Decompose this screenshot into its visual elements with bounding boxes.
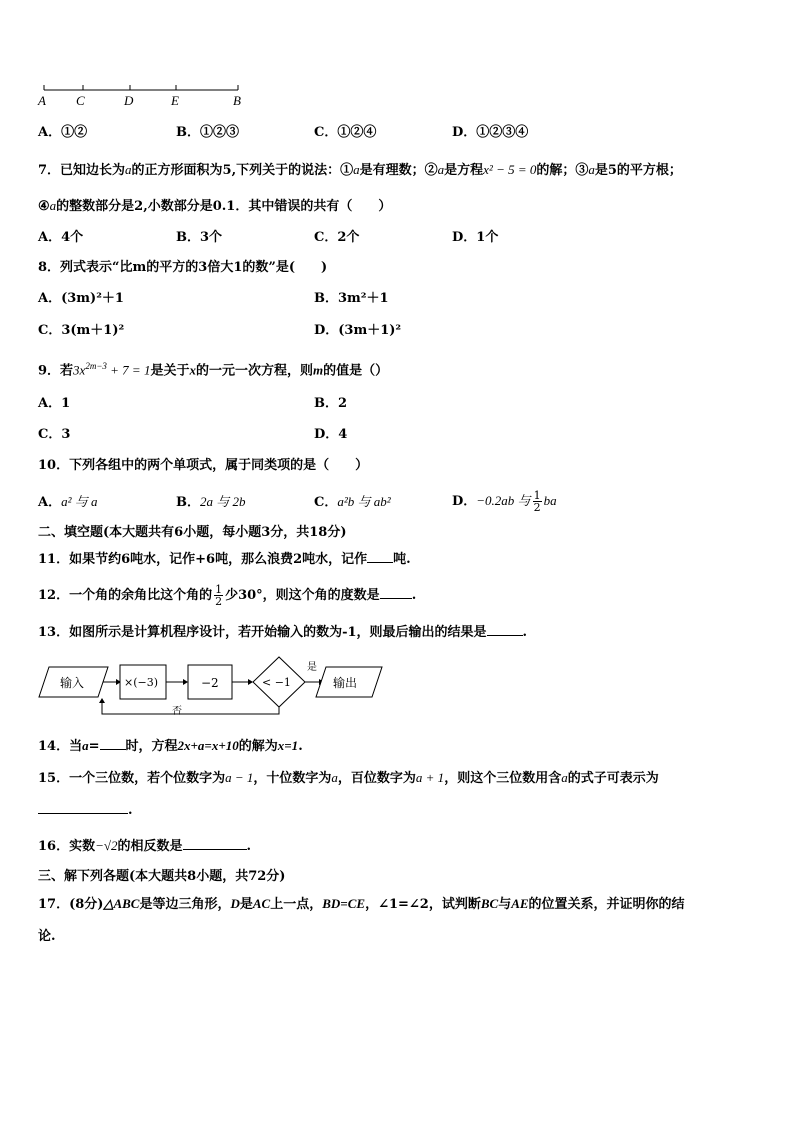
q6-option-d: D．①②③④ bbox=[452, 125, 529, 140]
q7-line2: ④a的整数部分是2,小数部分是0.1．其中错误的共有（ ） bbox=[38, 198, 392, 214]
q7-option-d: D．1个 bbox=[452, 230, 499, 245]
q11: 11．如果节约6吨水，记作+6吨，那么浪费2吨水，记作 吨. bbox=[38, 552, 411, 567]
q6-option-a: A．①② bbox=[38, 125, 88, 140]
q9-stem: 9．若$3x^{2m-3} + 7 = 1$是关于x的一元一次方程，则m的值是（） bbox=[38, 361, 389, 379]
flow-output-label: 输出 bbox=[333, 676, 358, 690]
flow-no-label: 否 bbox=[172, 706, 182, 717]
q6-option-b: B．①②③ bbox=[176, 125, 239, 140]
flow-input-label: 输入 bbox=[60, 676, 85, 690]
q14: 14．当a= 时，方程2x+a=x+10的解为x=1. bbox=[38, 738, 303, 754]
q8-option-d: D．(3m＋1)² bbox=[314, 323, 402, 338]
q9-option-a: A．1 bbox=[38, 396, 71, 411]
q6-option-c: C．①②④ bbox=[314, 125, 377, 140]
q16: 16．实数−√2的相反数是 . bbox=[38, 838, 252, 854]
q8-stem: 8．列式表示“比m的平方的3倍大1的数”是( ) bbox=[38, 260, 328, 275]
q7-line1: 7．已知边长为a的正方形面积为5,下列关于的说法：①a是有理数；②a是方程x² − 5 = 0的解；③a是5的平方根； bbox=[38, 162, 682, 178]
q8-option-c: C．3(m＋1)² bbox=[38, 323, 125, 338]
q7-option-a: A．4个 bbox=[38, 230, 84, 245]
flow-yes-label: 是 bbox=[307, 662, 317, 673]
q10-option-a: A．a² 与 a bbox=[38, 494, 98, 510]
flow-subtract-label: −2 bbox=[201, 676, 219, 690]
segment-diagram bbox=[36, 82, 251, 110]
q17-line1: 17．(8分)△ABC是等边三角形，D是AC上一点，BD=CE，∠1=∠2，试判断BC与AE的位置关系，并证明你的结 bbox=[38, 896, 685, 912]
point-label-c: C bbox=[76, 93, 85, 108]
section-3-heading: 三、解下列各题(本大题共8小题，共72分) bbox=[38, 869, 286, 884]
q9-option-b: B．2 bbox=[314, 396, 348, 411]
q13: 13．如图所示是计算机程序设计，若开始输入的数为-1，则最后输出的结果是 . bbox=[38, 625, 528, 640]
flow-condition-label: < −1 bbox=[262, 676, 291, 689]
q9-option-d: D．4 bbox=[314, 427, 348, 442]
section-2-heading: 二、填空题(本大题共有6小题，每小题3分，共18分) bbox=[38, 525, 347, 540]
q8-option-b: B．3m²＋1 bbox=[314, 291, 389, 306]
point-label-e: E bbox=[171, 93, 179, 108]
point-label-d: D bbox=[124, 93, 134, 108]
q15-line2: . bbox=[38, 803, 133, 819]
fraction-one-half: $\frac{1}{2}$ bbox=[215, 583, 223, 608]
q10-stem: 10．下列各组中的两个单项式，属于同类项的是（ ） bbox=[38, 458, 369, 473]
point-label-b: B bbox=[233, 93, 241, 108]
q10-option-d: D．−0.2ab 与 $\frac{1}{2}$ ba bbox=[452, 489, 557, 514]
q15-line1: 15．一个三位数，若个位数字为a − 1，十位数字为a，百位数字为a + 1，则这个三位数用含a的式子可表示为 bbox=[38, 770, 659, 786]
flow-multiply-label: ×(−3) bbox=[124, 676, 159, 689]
point-label-a: A bbox=[38, 93, 46, 108]
q8-option-a: A．(3m)²＋1 bbox=[38, 291, 124, 306]
q17-line2: 论. bbox=[38, 929, 56, 944]
q10-option-b: B．2a 与 2b bbox=[176, 494, 246, 510]
fraction-one-half: $\frac{1}{2}$ bbox=[533, 489, 541, 514]
q7-option-b: B．3个 bbox=[176, 230, 223, 245]
q7-option-c: C．2个 bbox=[314, 230, 360, 245]
q9-option-c: C．3 bbox=[38, 427, 71, 442]
q10-option-c: C．a²b 与 ab² bbox=[314, 494, 391, 510]
q12: 12．一个角的余角比这个角的 $\frac{1}{2}$ 少30°，则这个角的度数是 . bbox=[38, 583, 417, 608]
